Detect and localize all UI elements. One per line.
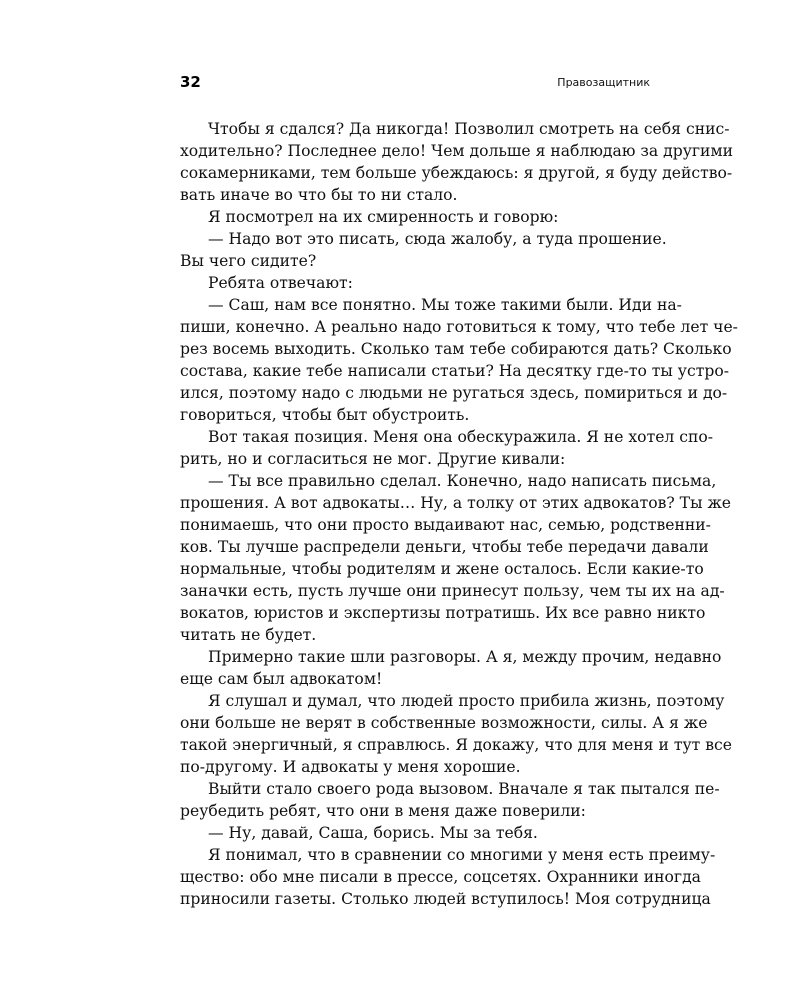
- text-line: читать не будет.: [180, 626, 317, 644]
- text-line: щество: обо мне писали в прессе, соцсетях. Охранники иногда: [180, 868, 701, 886]
- text-line: пиши, конечно. А реально надо готовиться к тому, что тебе лет че-: [180, 318, 738, 336]
- text-line: Вы чего сидите?: [180, 252, 317, 270]
- running-header: Правозащитник: [557, 76, 650, 89]
- text-line: вокатов, юристов и экспертизы потратишь. Их все равно никто: [180, 604, 706, 622]
- text-line: состава, какие тебе написали статьи? На десятку где-то ты устро-: [180, 362, 729, 380]
- text-line: прошения. А вот адвокаты… Ну, а толку от этих адвокатов? Ты же: [180, 494, 732, 512]
- text-line: заначки есть, пусть лучше они принесут пользу, чем ты их на ад-: [180, 582, 725, 600]
- body-text: [180, 118, 738, 910]
- text-line: Примерно такие шли разговоры. А я, между прочим, недавно: [208, 648, 722, 666]
- text-line: говориться, чтобы быт обустроить.: [180, 406, 470, 424]
- text-line: — Саш, нам все понятно. Мы тоже такими были. Иди на-: [208, 296, 682, 314]
- text-line: нормальные, чтобы родителям и жене осталось. Если какие-то: [180, 560, 704, 578]
- text-line: приносили газеты. Столько людей вступилось! Моя сотрудница: [180, 890, 711, 908]
- text-line: — Ты все правильно сделал. Конечно, надо написать письма,: [208, 472, 717, 490]
- text-line: еще сам был адвокатом!: [180, 670, 383, 688]
- text-line: Чтобы я сдался? Да никогда! Позволил смотреть на себя снис-: [208, 120, 730, 138]
- text-line: ходительно? Последнее дело! Чем дольше я наблюдаю за другими: [180, 142, 733, 160]
- text-line: рить, но и согласиться не мог. Другие кивали:: [180, 450, 566, 468]
- text-line: реубедить ребят, что они в меня даже поверили:: [180, 802, 586, 820]
- text-line: — Надо вот это писать, сюда жалобу, а туда прошение.: [208, 230, 667, 248]
- text-line: такой энергичный, я справлюсь. Я докажу, что для меня и тут все: [180, 736, 732, 754]
- text-line: понимаешь, что они просто выдаивают нас, семью, родственни-: [180, 516, 711, 534]
- text-line: ков. Ты лучше распредели деньги, чтобы тебе передачи давали: [180, 538, 709, 556]
- text-line: Я понимал, что в сравнении со многими у меня есть преиму-: [208, 846, 716, 864]
- text-line: Ребята отвечают:: [208, 274, 353, 292]
- page-number: 32: [180, 73, 201, 91]
- text-line: Вот такая позиция. Меня она обескуражила. Я не хотел спо-: [208, 428, 714, 446]
- text-line: — Ну, давай, Саша, борись. Мы за тебя.: [208, 824, 538, 842]
- text-line: Выйти стало своего рода вызовом. Вначале я так пытался пе-: [208, 780, 720, 798]
- text-line: сокамерниками, тем больше убеждаюсь: я другой, я буду действо-: [180, 164, 733, 182]
- text-line: по-другому. И адвокаты у меня хорошие.: [180, 758, 521, 776]
- text-line: ился, поэтому надо с людьми не ругаться здесь, помириться и до-: [180, 384, 728, 402]
- text-line: Я слушал и думал, что людей просто прибила жизнь, поэтому: [208, 692, 725, 710]
- text-line: они больше не верят в собственные возможности, силы. А я же: [180, 714, 708, 732]
- text-line: вать иначе во что бы то ни стало.: [180, 186, 458, 204]
- text-line: рез восемь выходить. Сколько там тебе собираются дать? Сколько: [180, 340, 732, 358]
- text-line: Я посмотрел на их смиренность и говорю:: [208, 208, 559, 226]
